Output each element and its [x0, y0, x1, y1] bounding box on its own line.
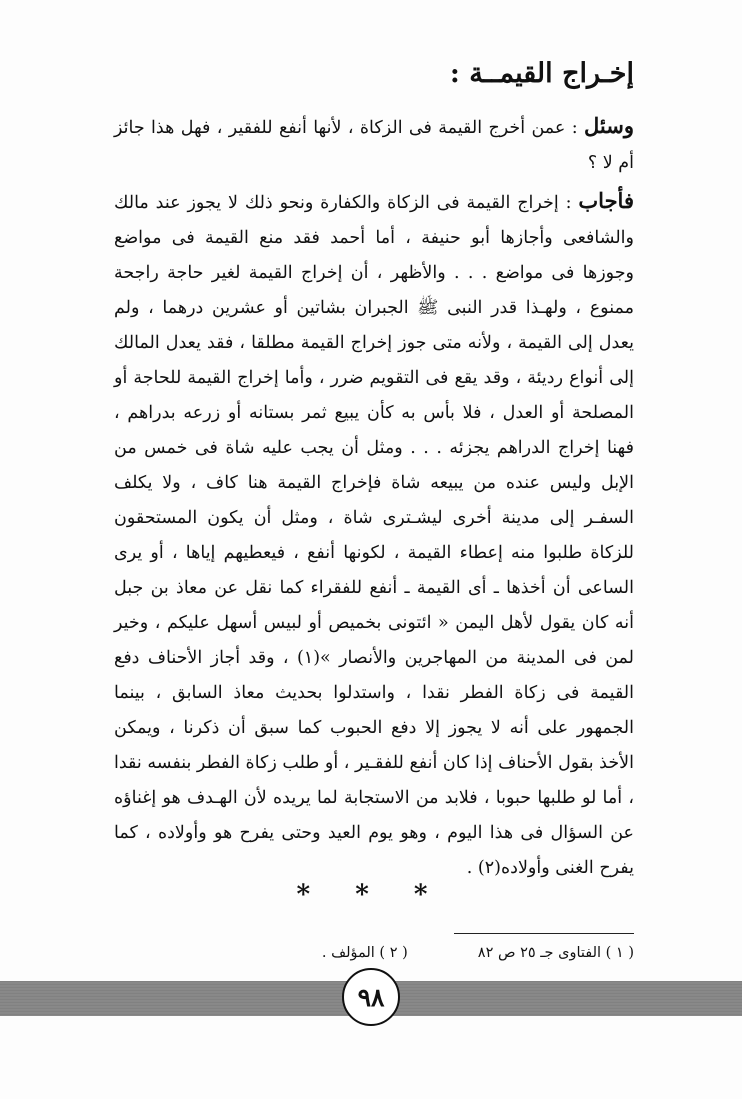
- footnotes: [114, 940, 634, 966]
- answer-text: : إخراج القيمة فى الزكاة والكفارة ونحو ذلك لا يجوز عند مالك والشافعى وأجازها أبو حنيفة ، أما أحمد فقد منع القيمة فى مواضع وجوزها فى مواضع . . . والأظهر ، أن إخراج القيمة لغير حاجة راجحة ممنوع ، ولهـذا قدر النبى ﷺ الجبران بشاتين أو عشرين درهما ، ولم يعدل إلى القيمة ، ولأنه متى جوز إخراج القيمة مطلقا ، فقد يعدل المالك إلى أنواع رديئة ، وقد يقع فى التقويم ضرر ، وأما إخراج القيمة للحاجة أو المصلحة أو العدل ، فلا بأس به كأن يبيع ثمر بستانه أو زرعه بدراهم ، فهنا إخراج الدراهم يجزئه . . . ومثل أن يجب عليه شاة فى خمس من الإبل وليس عنده من يبيعه شاة فإخراج القيمة هنا كاف ، ولا يكلف السفـر إلى مدينة أخرى ليشـترى شاة ، ومثل أن يكون المستحقون للزكاة طلبوا منه إعطاء القيمة ، لكونها أنفع ، فيعطيهم إياها ، أو يرى الساعى أن أخذها ـ أى القيمة ـ أنفع للفقراء كما نقل عن معاذ بن جبل أنه كان يقول لأهل اليمن « ائتونى بخميص أو لبيس أسهل عليكم ، وخير لمن فى المدينة من المهاجرين والأنصار »(١) ، وقد أجاز الأحناف دفع القيمة فى زكاة الفطر نقدا ، واستدلوا بحديث معاذ السابق ، بينما الجمهور على أنه لا يجوز إلا دفع الحبوب كما سبق أن ذكرنا ، ويمكن الأخذ بقول الأحناف إذا كان أنفع للفقـير ، أو طلب زكاة الفطر بنفسه نقدا ، أما لو طلبها حبوبا ، فلابد من الاستجابة لما يريده لأن الهـدف هو إغناؤه عن السؤال فى هذا اليوم ، وهو يوم العيد وحتى يفرح هو وأولاده ، كما يفرح الغنى وأولاده(٢) .: [114, 193, 634, 878]
- answer-lead: فأجاب: [578, 188, 634, 213]
- question-text: : عمن أخرج القيمة فى الزكاة ، لأنها أنفع للفقير ، فهل هذا جائز أم لا ؟: [114, 118, 634, 173]
- section-heading: إخـراج القيمــة :: [449, 58, 634, 89]
- footnote-1: ( ١ ) الفتاوى جـ ٢٥ ص ٨٢: [477, 945, 634, 961]
- question-lead: وسئل: [584, 113, 634, 138]
- page-number: ٩٨: [342, 968, 400, 1026]
- section-separator: * * *: [296, 880, 446, 910]
- footnote-rule: [454, 933, 634, 934]
- footnote-2: ( ٢ ) المؤلف .: [321, 945, 408, 961]
- question-paragraph: [114, 108, 634, 181]
- answer-paragraph: [114, 183, 634, 886]
